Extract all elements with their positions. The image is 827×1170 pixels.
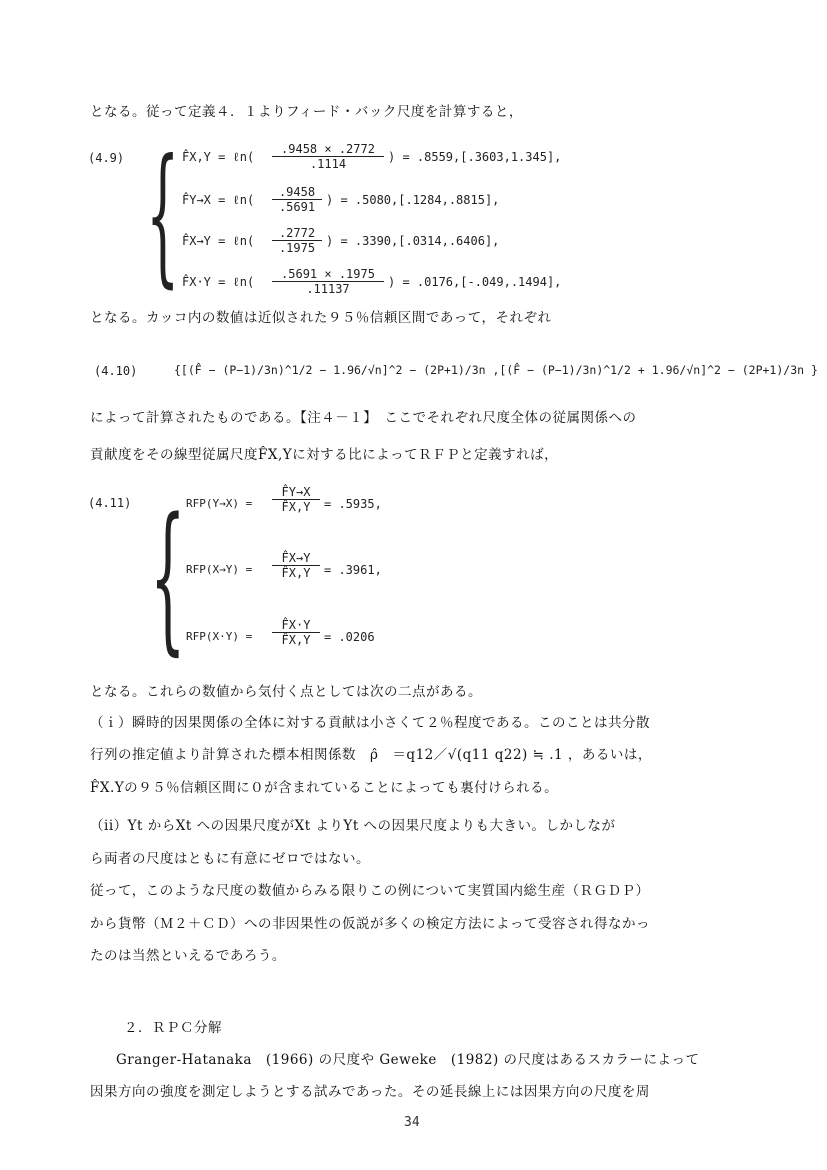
para-line: たのは当然といえるであろう。 xyxy=(90,948,286,964)
numerator: F̂Y→X xyxy=(272,485,320,500)
eq-4-9-lhs-1: F̂X,Y = ℓn( xyxy=(182,150,255,164)
equation-label-4-11: (4.11) xyxy=(88,496,132,510)
eq-4-11-lhs-2: RFP(X→Y) = xyxy=(186,563,253,576)
denominator: F̂X,Y xyxy=(281,633,311,647)
denominator: .1114 xyxy=(309,157,347,171)
equation-label-4-9: (4.9) xyxy=(88,151,125,165)
numerator: F̂X·Y xyxy=(272,618,320,633)
para-line: となる。これらの数値から気付く点としては次の二点がある。 xyxy=(90,684,482,700)
para-line: 因果方向の強度を測定しようとする試みであった。その延長線上には因果方向の尺度を周 xyxy=(90,1084,650,1100)
para-line: 従って，このような尺度の数値からみる限りこの例について実質国内総生産（ＲＧＤＰ） xyxy=(90,883,650,899)
eq-4-9-lhs-3: F̂X→Y = ℓn( xyxy=(182,234,255,248)
eq-4-9-rhs-2: ) = .5080,[.1284,.8815], xyxy=(326,193,500,207)
denominator: .5691 xyxy=(278,200,316,214)
para-line: となる。従って定義４．１よりフィード・バック尺度を計算すると， xyxy=(90,104,523,120)
eq-4-9-frac-2 xyxy=(272,185,322,214)
eq-4-9-frac-1 xyxy=(272,142,384,171)
para-line: となる。カッコ内の数値は近似された９５％信頼区間であって，それぞれ xyxy=(90,310,552,326)
denominator: F̂X,Y xyxy=(281,566,311,580)
denominator: .11137 xyxy=(306,282,350,296)
eq-4-9-lhs-2: F̂Y→X = ℓn( xyxy=(182,193,255,207)
eq-4-9-rhs-4: ) = .0176,[-.049,.1494], xyxy=(388,275,562,289)
eq-4-11-lhs-3: RFP(X·Y) = xyxy=(186,630,253,643)
section-heading: ２．ＲＰＣ分解 xyxy=(124,1020,222,1036)
left-brace: { xyxy=(146,128,180,302)
eq-4-9-frac-4 xyxy=(272,267,384,296)
para-line: によって計算されたものである。【注４－１】 ここでそれぞれ尺度全体の従属関係への xyxy=(90,410,637,426)
equation-4-10: {[(F̂ − (P−1)/3n)^1/2 − 1.96/√n]^2 − (2P+1)/3n ,[(F̂ − (P−1)/3n)^1/2 + 1.96/√n]^2 − (2P+1)/3n } xyxy=(174,363,818,377)
para-line: F̂X.Yの９５％信頼区間に０が含まれていることによっても裏付けられる。 xyxy=(90,780,559,796)
numerator: F̂X→Y xyxy=(272,551,320,566)
numerator: .5691 × .1975 xyxy=(272,267,384,282)
eq-4-11-rhs-3: = .0206 xyxy=(324,630,375,644)
eq-4-11-frac-2 xyxy=(272,551,320,580)
para-line: （ｉ）瞬時的因果関係の全体に対する貢献は小さくて２％程度である。このことは共分散 xyxy=(90,715,650,731)
para-line: （ii）Yt からXt への因果尺度がXt よりYt への因果尺度よりも大きい。しかしなが xyxy=(90,818,616,834)
left-brace: { xyxy=(150,483,186,670)
numerator: .9458 × .2772 xyxy=(272,142,384,157)
eq-4-9-rhs-1: ) = .8559,[.3603,1.345], xyxy=(388,150,562,164)
eq-4-11-lhs-1: RFP(Y→X) = xyxy=(186,497,253,510)
eq-4-11-rhs-1: = .5935, xyxy=(324,497,382,511)
denominator: F̂X,Y xyxy=(281,500,311,514)
eq-4-11-frac-1 xyxy=(272,485,320,514)
para-line: Granger-Hatanaka (1966) の尺度や Geweke (1982) の尺度はあるスカラーによって xyxy=(116,1052,700,1068)
numerator: .2772 xyxy=(272,226,322,241)
eq-4-9-frac-3 xyxy=(272,226,322,255)
para-line: ら両者の尺度はともに有意にゼロではない。 xyxy=(90,851,370,867)
numerator: .9458 xyxy=(272,185,322,200)
eq-4-11-rhs-2: = .3961, xyxy=(324,563,382,577)
eq-4-11-frac-3 xyxy=(272,618,320,647)
eq-4-9-rhs-3: ) = .3390,[.0314,.6406], xyxy=(326,234,500,248)
equation-label-4-10: (4.10) xyxy=(94,364,138,378)
para-line: 貢献度をその線型従属尺度F̂X,Yに対する比によってＲＦＰと定義すれば， xyxy=(90,447,559,463)
denominator: .1975 xyxy=(278,241,316,255)
page-number: 34 xyxy=(404,1115,420,1130)
eq-4-9-lhs-4: F̂X·Y = ℓn( xyxy=(182,275,255,289)
para-line: から貨幣（Ｍ２＋ＣＤ）への非因果性の仮説が多くの検定方法によって受容され得なかっ xyxy=(90,916,650,932)
para-line: 行列の推定値より計算された標本相関係数 ρ̂ ＝q12／√(q11 q22) ≒ .1 ，あるいは， xyxy=(90,747,652,763)
